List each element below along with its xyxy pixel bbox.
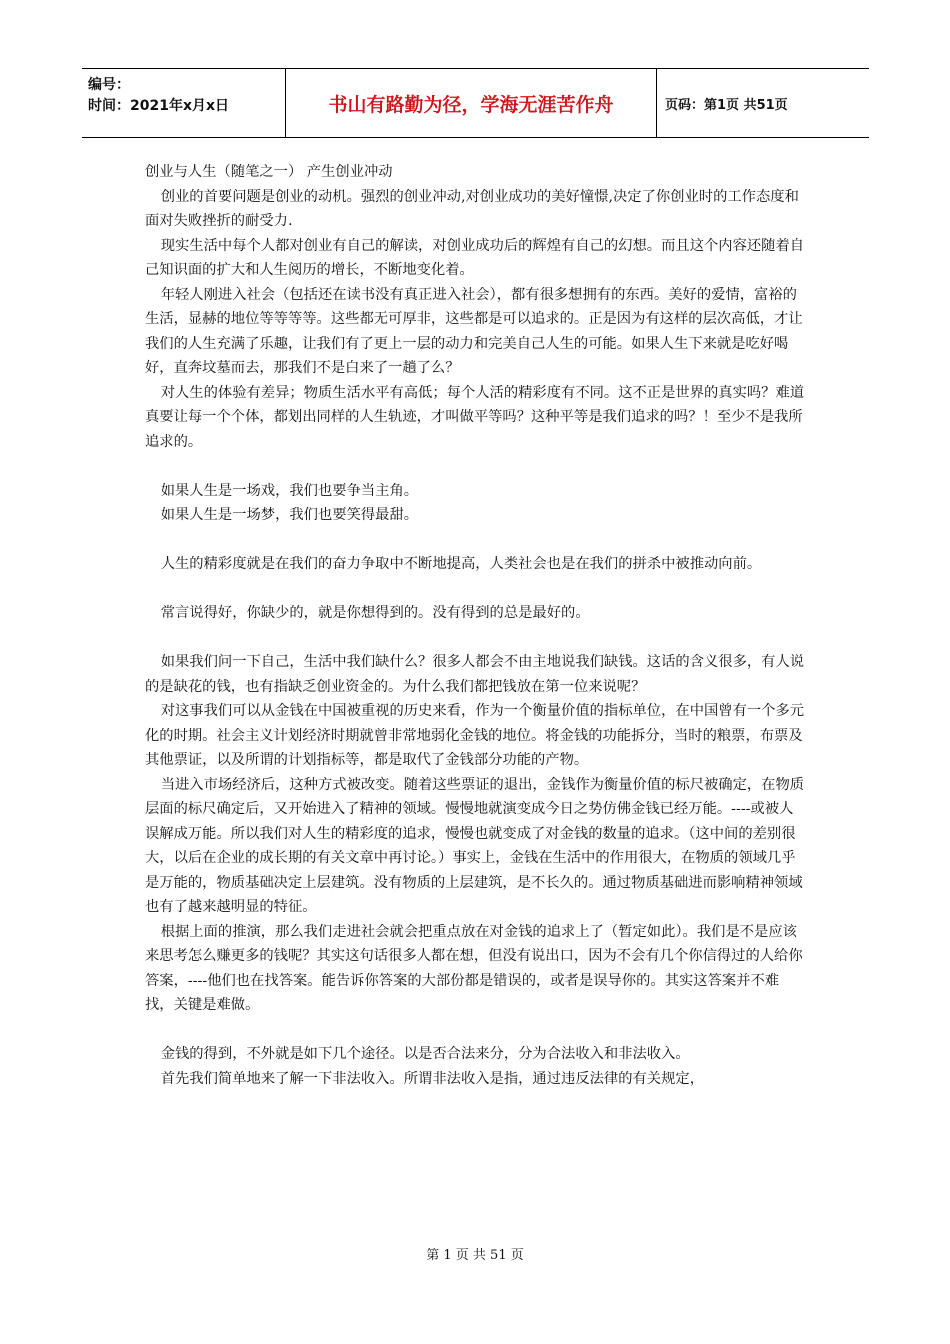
paragraph: 金钱的得到，不外就是如下几个途径。以是否合法来分，分为合法收入和非法收入。 <box>160 1046 690 1062</box>
paragraph: 常言说得好，你缺少的，就是你想得到的。没有得到的总是最好的。 <box>160 605 590 621</box>
blank-line <box>145 577 805 602</box>
paragraph: 如果人生是一场梦，我们也要笑得最甜。 <box>160 507 419 523</box>
blank-line <box>145 1018 805 1043</box>
header-motto: 书山有路勤为径，学海无涯苦作舟 <box>285 69 657 137</box>
paragraph: 现实生活中每个人都对创业有自己的解读，对创业成功后的辉煌有自己的幻想。而且这个内容还随着自己知识面的扩大和人生阅历的增长，不断地变化着。 <box>145 237 805 278</box>
paragraph: 如果人生是一场戏，我们也要争当主角。 <box>160 482 419 499</box>
paragraph: 首先我们简单地来了解一下非法收入。所谓非法收入是指，通过违反法律的有关规定， <box>160 1070 704 1087</box>
paragraph: 人生的精彩度就是在我们的奋力争取中不断地提高，人类社会也是在我们的拼杀中被推动向前。 <box>160 556 762 572</box>
paragraph: 创业的首要问题是创业的动机。强烈的创业冲动,对创业成功的美好憧憬,决定了你创业时的工作态度和面对失败挫折的耐受力. <box>145 188 799 229</box>
blank-line <box>145 454 805 479</box>
paragraph-list <box>145 185 805 1092</box>
paragraph: 根据上面的推演，那么我们走进社会就会把重点放在对金钱的追求上了（暂定如此）。我们是不是应该来思考怎么赚更多的钱呢？其实这句话很多人都在想，但没有说出口，因为不会有几个你信得过的人给你答案，----他们也在找答案。能告诉你答案的大部份都是错误的，或者是误导你的。其实这答案并不难找，关键是难做。 <box>145 923 803 1013</box>
document-body <box>145 160 805 1091</box>
paragraph: 当进入市场经济后，这种方式被改变。随着这些票证的退出，金钱作为衡量价值的标尺被确定，在物质层面的标尺确定后，又开始进入了精神的领域。慢慢地就演变成今日之势仿佛金钱已经万能。----或被人误解成万能。所以我们对人生的精彩度的追求，慢慢也就变成了对金钱的数量的追求。（这中间的差别很大，以后在企业的成长期的有关文章中再讨论。）事实上，金钱在生活中的作用很大，在物质的领域几乎是万能的，物质基础决定上层建筑。没有物质的上层建筑，是不长久的。通过物质基础进而影响精神领域也有了越来越明显的特征。 <box>145 776 805 915</box>
blank-line <box>145 626 805 651</box>
paragraph: 年轻人刚进入社会（包括还在读书没有真正进入社会），都有很多想拥有的东西。美好的爱情，富裕的生活，显赫的地位等等等等。这些都无可厚非，这些都是可以追求的。正是因为有这样的层次高低，才让我们的人生充满了乐趣，让我们有了更上一层的动力和完美自己人生的可能。如果人生下来就是吃好喝好，直奔坟墓而去，那我们不是白来了一趟了么？ <box>145 286 803 376</box>
paragraph: 如果我们问一下自己，生活中我们缺什么？很多人都会不由主地说我们缺钱。这话的含义很多，有人说的是缺花的钱，也有指缺乏创业资金的。为什么我们都把钱放在第一位来说呢？ <box>145 654 805 695</box>
page-footer: 第 1 页 共 51 页 <box>426 1248 524 1263</box>
paragraph: 对人生的体验有差异；物质生活水平有高低；每个人活的精彩度有不同。这不正是世界的真实吗？难道真要让每一个个体，都划出同样的人生轨迹，才叫做平等吗？这种平等是我们追求的吗？！至少不是我所追求的。 <box>145 384 805 450</box>
document-title: 创业与人生（随笔之一） 产生创业冲动 <box>145 164 393 180</box>
header-page-info: 页码：第1页 共51页 <box>665 97 788 113</box>
blank-line <box>145 528 805 553</box>
page-header <box>82 68 869 138</box>
document-number-label: 编号： <box>88 77 130 93</box>
header-meta <box>82 69 285 137</box>
paragraph: 对这事我们可以从金钱在中国被重视的历史来看，作为一个衡量价值的指标单位，在中国曾有一个多元化的时期。社会主义计划经济时期就曾非常地弱化金钱的地位。将金钱的功能拆分，当时的粮票，布票及其他票证，以及所谓的计划指标等，都是取代了金钱部分功能的产物。 <box>145 703 805 768</box>
document-date: 时间：2021年x月x日 <box>88 98 230 114</box>
